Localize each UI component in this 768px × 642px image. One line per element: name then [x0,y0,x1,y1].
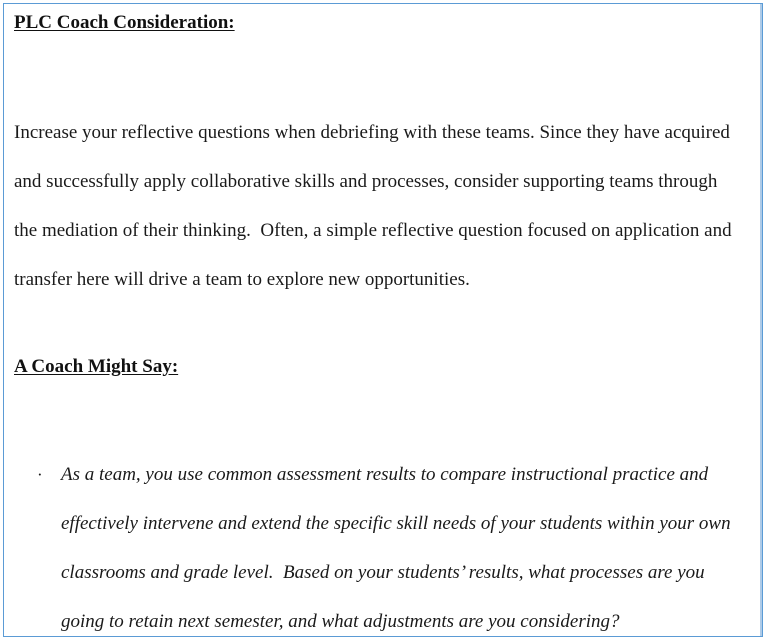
paragraph-line: transfer here will drive a team to explore new opportunities. [14,269,470,290]
paragraph-line: and successfully apply collaborative skills and processes, consider supporting teams through [14,171,718,192]
list-item-line: effectively intervene and extend the specific skill needs of your students within your own [61,513,731,534]
bullet-dot-icon: · [37,465,43,484]
paragraph-line: Increase your reflective questions when debriefing with these teams. Since they have acquired [14,122,730,143]
list-item-line: going to retain next semester, and what adjustments are you considering? [61,611,620,632]
paragraph-line: the mediation of their thinking. Often, a simple reflective question focused on application and [14,220,732,241]
list-item-line: As a team, you use common assessment results to compare instructional practice and [61,464,709,485]
heading-a-coach-might-say: A Coach Might Say: [14,356,179,377]
document-page [3,3,763,637]
heading-plc-coach-consideration: PLC Coach Consideration: [14,12,235,33]
list-item-line: classrooms and grade level. Based on your students’ results, what processes are you [61,562,705,583]
